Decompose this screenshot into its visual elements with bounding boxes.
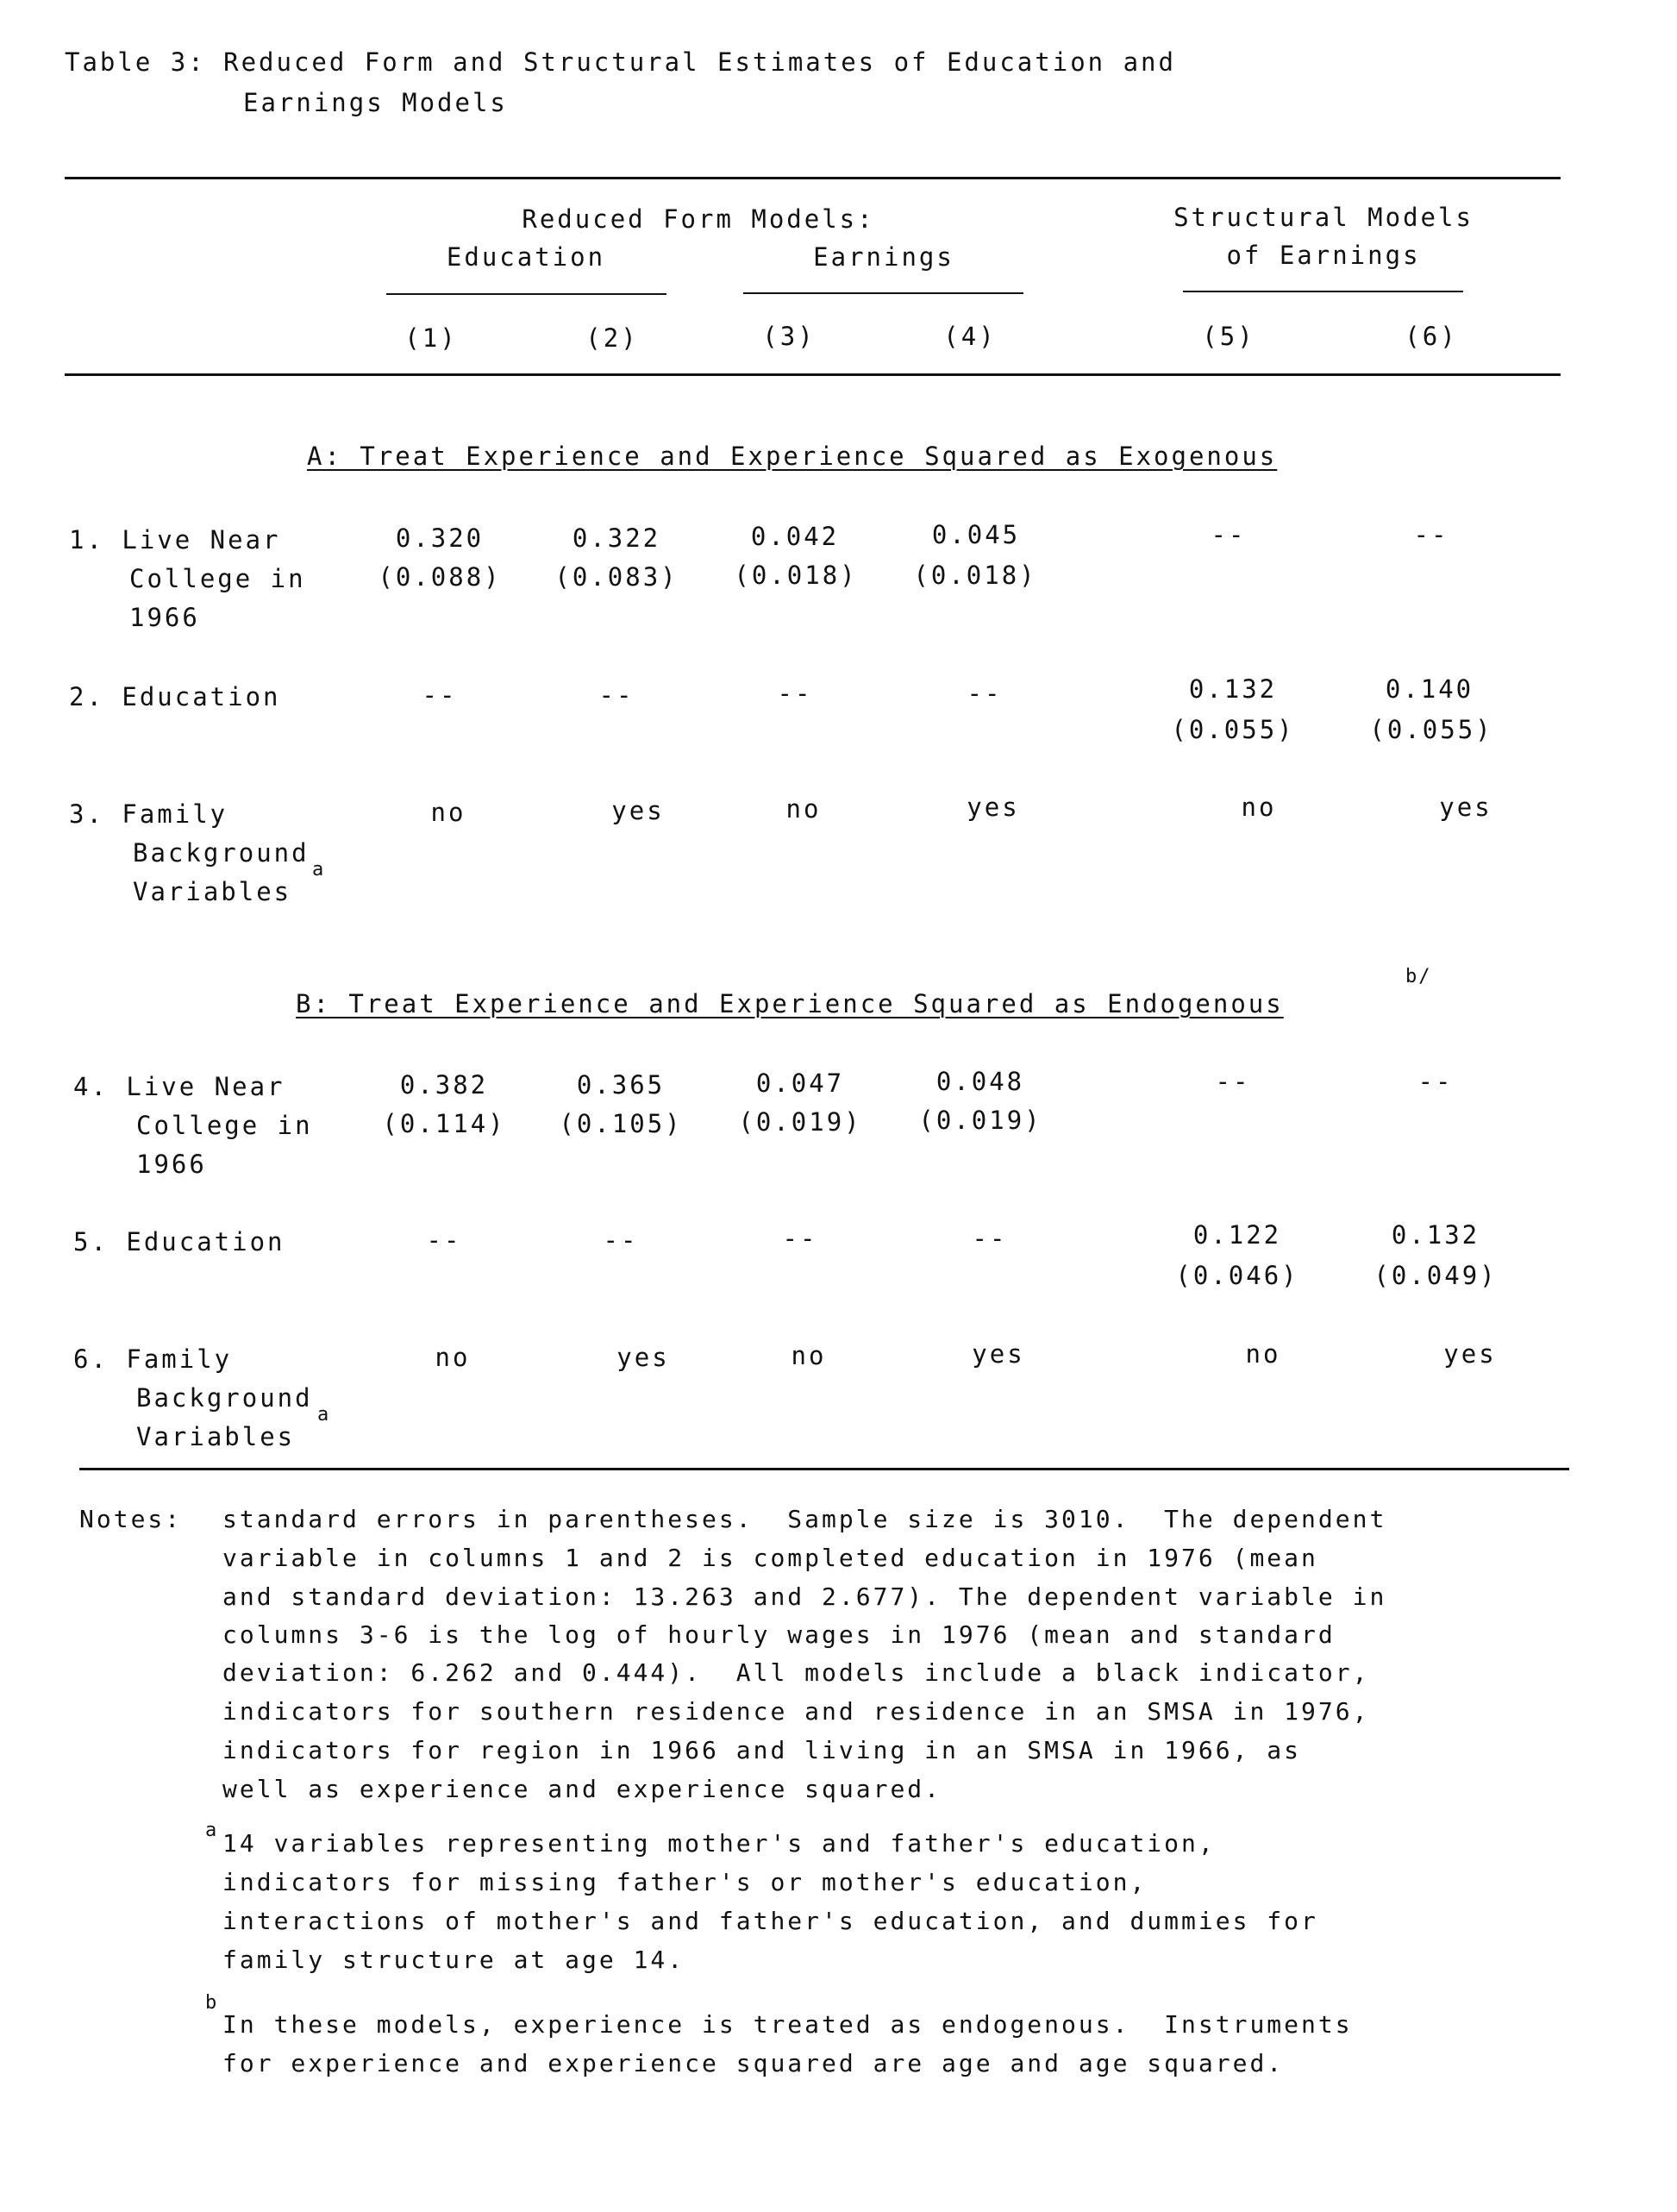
row-label: Variables	[136, 1422, 296, 1451]
coef-value: 0.048	[935, 1067, 1025, 1096]
row-label: College in	[129, 564, 306, 593]
footnote-b-line: In these models, experience is treated as endogenous. Instruments	[222, 2010, 1353, 2039]
notes-line: columns 3-6 is the log of hourly wages in 1976 (mean and standard	[222, 1620, 1336, 1649]
row-label: Background	[136, 1383, 313, 1413]
earnings-group-rule	[743, 292, 1023, 294]
coef-value: no	[435, 1343, 471, 1372]
coef-value: yes	[967, 793, 1020, 822]
row-label: College in	[136, 1111, 313, 1140]
row-label: 4. Live Near	[73, 1072, 285, 1101]
coef-value: no	[785, 794, 822, 824]
coef-value: 0.047	[755, 1068, 845, 1098]
structural-group-rule	[1183, 291, 1463, 292]
coef-value: --	[598, 680, 635, 710]
footnote-marker: a	[317, 1404, 329, 1426]
coef-value: 0.320	[395, 523, 485, 553]
coef-value: --	[782, 1224, 818, 1253]
structural-header-line1: Structural Models	[1173, 203, 1474, 232]
column-number: (5)	[1202, 322, 1255, 351]
notes-line: indicators for southern residence and residence in an SMSA in 1976,	[222, 1697, 1370, 1726]
reduced-form-header: Reduced Form Models:	[522, 204, 875, 234]
footnote-a-line: 14 variables representing mother's and father's education,	[222, 1829, 1216, 1858]
row-label: 6. Family	[73, 1344, 233, 1374]
notes-line: variable in columns 1 and 2 is completed education in 1976 (mean	[222, 1544, 1318, 1572]
coef-value: --	[603, 1225, 639, 1255]
coef-value: 0.122	[1192, 1220, 1282, 1250]
education-group-header: Education	[446, 242, 606, 272]
structural-header-line2: of Earnings	[1226, 241, 1421, 270]
coef-value: --	[972, 1224, 1008, 1253]
std-error: (0.105)	[559, 1109, 683, 1138]
column-number: (2)	[585, 323, 639, 353]
coef-value: 0.045	[931, 520, 1021, 549]
notes-line: well as experience and experience squared.	[222, 1775, 942, 1803]
top-rule	[65, 177, 1561, 179]
std-error: (0.055)	[1369, 715, 1493, 744]
coef-value: no	[430, 798, 466, 827]
coef-value: 0.132	[1188, 674, 1278, 704]
row-label: 2. Education	[69, 682, 281, 711]
coef-value: no	[1241, 793, 1277, 822]
footnote-a-line: indicators for missing father's or mother's education,	[222, 1868, 1148, 1896]
row-label: 1966	[136, 1150, 207, 1179]
coef-value: 0.382	[399, 1070, 489, 1100]
coef-value: yes	[1439, 793, 1492, 822]
row-label: 1966	[129, 603, 200, 632]
table-title-line2: Earnings Models	[243, 88, 508, 117]
education-group-rule	[386, 293, 666, 295]
coef-value: 0.322	[572, 523, 661, 553]
std-error: (0.088)	[378, 562, 502, 592]
std-error: (0.018)	[734, 561, 858, 590]
coef-value: --	[422, 680, 458, 710]
coef-value: yes	[611, 796, 665, 825]
footnote-marker: a	[312, 859, 324, 880]
bottom-rule	[79, 1468, 1569, 1470]
row-label: Background	[133, 838, 310, 868]
footnote-a-line: interactions of mother's and father's education, and dummies for	[222, 1907, 1318, 1935]
table-title-line1: Table 3: Reduced Form and Structural Estimates of Education and	[65, 47, 1176, 77]
row-label: 1. Live Near	[69, 525, 281, 555]
coef-value: --	[1413, 520, 1449, 549]
earnings-group-header: Earnings	[813, 242, 954, 272]
notes-line: standard errors in parentheses. Sample size is 3010. The dependent	[222, 1505, 1387, 1533]
coef-value: 0.132	[1391, 1220, 1480, 1250]
coef-value: no	[1245, 1339, 1281, 1369]
std-error: (0.049)	[1374, 1261, 1498, 1290]
column-number: (3)	[762, 322, 816, 351]
std-error: (0.019)	[918, 1106, 1042, 1135]
footnote-b-line: for experience and experience squared are age and age squared.	[222, 2049, 1285, 2077]
coef-value: yes	[1443, 1339, 1497, 1369]
std-error: (0.018)	[913, 561, 1037, 590]
column-number: (6)	[1405, 322, 1458, 351]
std-error: (0.046)	[1175, 1261, 1299, 1290]
notes-line: deviation: 6.262 and 0.444). All models include a black indicator,	[222, 1658, 1370, 1687]
footnote-a-marker: a	[205, 1820, 217, 1841]
panel-b-heading: B: Treat Experience and Experience Squared as Endogenous	[296, 989, 1284, 1018]
std-error: (0.114)	[382, 1109, 506, 1138]
notes-prefix: Notes:	[79, 1505, 183, 1533]
coef-value: --	[1215, 1067, 1251, 1096]
row-label: Variables	[133, 877, 292, 906]
row-label: 3. Family	[69, 799, 228, 829]
row-label: 5. Education	[73, 1227, 285, 1256]
coef-value: no	[791, 1341, 827, 1370]
footnote-a-line: family structure at age 14.	[222, 1946, 685, 1974]
std-error: (0.083)	[554, 562, 679, 592]
notes-line: and standard deviation: 13.263 and 2.677). The dependent variable in	[222, 1582, 1387, 1611]
coef-value: 0.365	[576, 1070, 666, 1100]
std-error: (0.055)	[1171, 715, 1295, 744]
panel-a-heading: A: Treat Experience and Experience Squared as Exogenous	[307, 442, 1278, 471]
coef-value: --	[1417, 1067, 1454, 1096]
footnote-marker: b/	[1405, 966, 1432, 987]
footnote-b-marker: b	[205, 1992, 217, 2014]
column-number: (4)	[943, 322, 997, 351]
coef-value: 0.140	[1385, 674, 1474, 704]
notes-line: indicators for region in 1966 and living in an SMSA in 1966, as	[222, 1736, 1302, 1764]
coef-value: --	[1211, 520, 1247, 549]
coef-value: yes	[972, 1339, 1025, 1369]
coef-value: yes	[616, 1343, 670, 1372]
coef-value: --	[777, 679, 813, 708]
coef-value: --	[967, 679, 1003, 708]
coef-value: 0.042	[750, 522, 840, 551]
std-error: (0.019)	[738, 1107, 862, 1137]
header-rule	[65, 373, 1561, 376]
column-number: (1)	[404, 323, 458, 353]
coef-value: --	[426, 1225, 462, 1255]
